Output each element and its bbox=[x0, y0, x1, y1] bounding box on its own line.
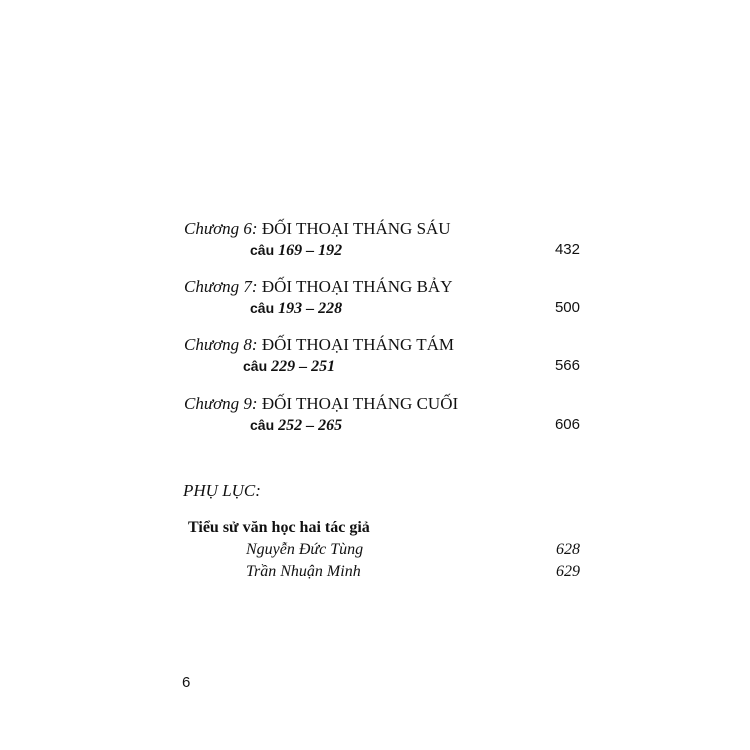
chapter-title bbox=[184, 335, 454, 355]
chapter-heading: ĐỐI THOẠI THÁNG CUỐI bbox=[261, 394, 459, 413]
chapter-verse-range bbox=[250, 417, 342, 435]
verse-prefix: câu bbox=[250, 242, 275, 258]
verse-prefix: câu bbox=[250, 417, 275, 433]
verse-prefix: câu bbox=[243, 358, 268, 374]
chapter-heading: ĐỐI THOẠI THÁNG BẢY bbox=[261, 277, 453, 296]
chapter-heading: ĐỐI THOẠI THÁNG TÁM bbox=[261, 335, 455, 354]
chapter-title bbox=[184, 277, 452, 297]
page-number: 6 bbox=[182, 674, 191, 691]
toc-entry-chapter-6 bbox=[0, 219, 750, 269]
author-page-number: 628 bbox=[556, 541, 580, 558]
chapter-heading: ĐỐI THOẠI THÁNG SÁU bbox=[261, 219, 451, 238]
verse-range: 193 – 228 bbox=[278, 300, 343, 317]
author-name: Trần Nhuận Minh bbox=[246, 563, 361, 580]
chapter-title bbox=[184, 219, 451, 239]
chapter-page-number: 500 bbox=[554, 299, 580, 316]
chapter-label: Chương 6: bbox=[184, 219, 258, 238]
verse-range: 252 – 265 bbox=[278, 417, 343, 434]
chapter-verse-range bbox=[243, 358, 335, 376]
author-name: Nguyễn Đức Tùng bbox=[246, 541, 364, 558]
biography-heading: Tiểu sử văn học hai tác giả bbox=[188, 519, 370, 536]
toc-entry-chapter-7 bbox=[0, 277, 750, 327]
appendix-title: PHỤ LỤC: bbox=[183, 481, 261, 500]
toc-entry-chapter-8 bbox=[0, 335, 750, 385]
chapter-label: Chương 9: bbox=[184, 394, 258, 413]
chapter-label: Chương 8: bbox=[184, 335, 258, 354]
chapter-title bbox=[184, 394, 458, 414]
chapter-page-number: 566 bbox=[554, 357, 580, 374]
toc-entry-chapter-9 bbox=[0, 394, 750, 444]
verse-prefix: câu bbox=[250, 300, 275, 316]
verse-range: 169 – 192 bbox=[278, 242, 343, 259]
chapter-label: Chương 7: bbox=[184, 277, 258, 296]
toc-entry-author bbox=[0, 541, 750, 563]
chapter-page-number: 432 bbox=[554, 241, 580, 258]
toc-entry-author bbox=[0, 563, 750, 585]
chapter-verse-range bbox=[250, 300, 342, 318]
verse-range: 229 – 251 bbox=[271, 358, 336, 375]
chapter-verse-range bbox=[250, 242, 342, 260]
chapter-page-number: 606 bbox=[554, 416, 580, 433]
author-page-number: 629 bbox=[556, 563, 580, 580]
